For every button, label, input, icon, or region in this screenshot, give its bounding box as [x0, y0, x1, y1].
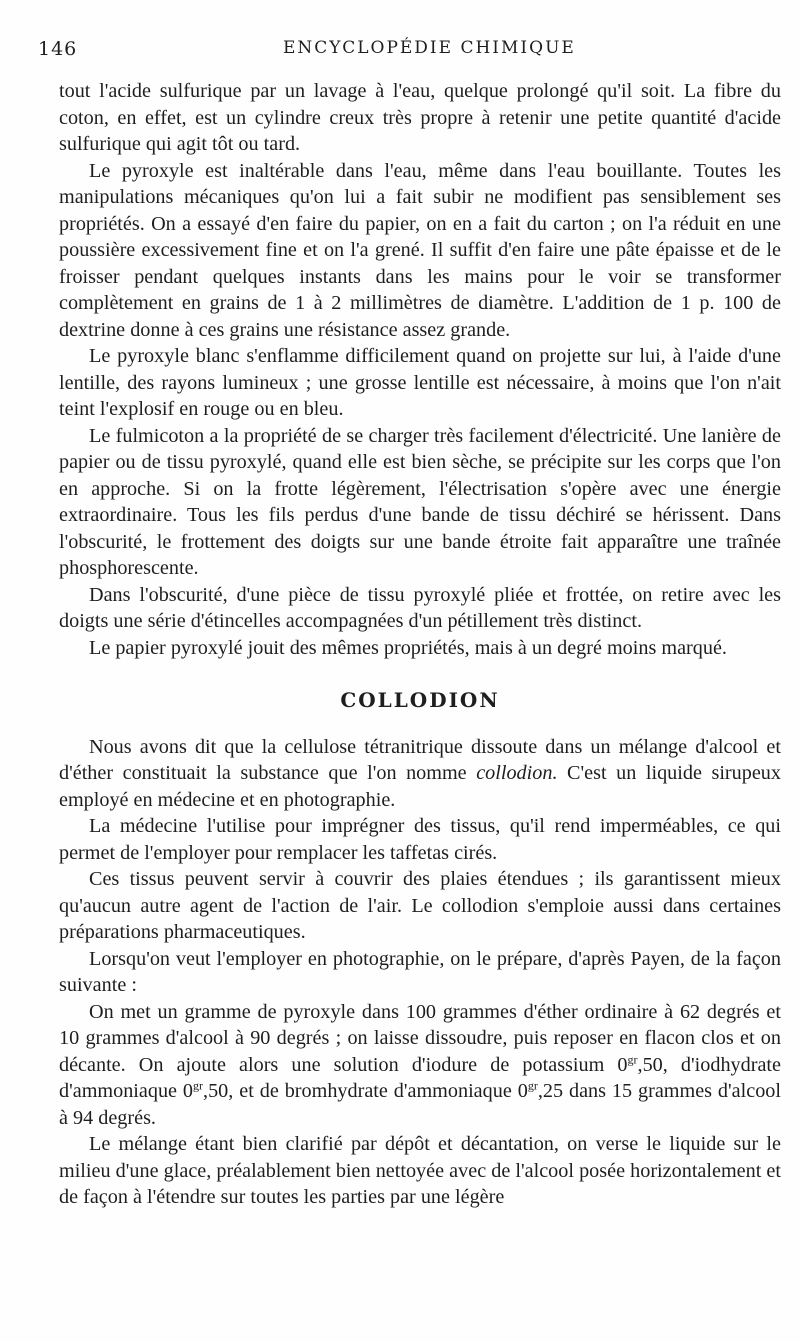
text-run: On met un gramme de pyroxyle dans 100 grammes d'éther ordinaire à 62 degrés et 10 grammes d'alcool à 90 degrés ; on laisse dissoudre, puis reposer en flacon clos et on décante. On ajoute alors une solution d'iodure de potassium 0: [59, 1000, 781, 1076]
page-number: 146: [38, 38, 78, 60]
text-run: ,50, et de bromhydrate d'ammoniaque 0: [203, 1080, 528, 1102]
body-text: [59, 78, 781, 1211]
page-header: [38, 38, 780, 68]
paragraph: tout l'acide sulfurique par un lavage à l'eau, quelque prolongé qu'il soit. La fibre du coton, en effet, est un cylindre creux très propre à retenir une petite quantité d'acide sulfurique qui agit tôt ou tard.: [59, 80, 781, 155]
unit-superscript: gr: [627, 1051, 638, 1066]
paragraph: La médecine l'utilise pour imprégner des tissus, qu'il rend imperméables, ce qui permet de l'employer pour remplacer les taffetas cirés.: [59, 815, 781, 864]
paragraph: Ces tissus peuvent servir à couvrir des plaies étendues ; ils garantissent mieux qu'aucun autre agent de l'action de l'air. Le collodion s'emploie aussi dans certaines préparations pharmaceutiques.: [59, 868, 781, 943]
text-run: ,25 dans 15 grammes d'alcool à 94 degrés.: [59, 1080, 781, 1129]
paragraph: Le pyroxyle est inaltérable dans l'eau, même dans l'eau bouillante. Toutes les manipulations mécaniques qu'on lui a fait subir ne modifient pas sensiblement ses propriétés. On a essayé d'en faire du papier, on en a fait du carton ; on l'a réduit en une poussière excessivement fine et on l'a grené. Il suffit d'en faire une pâte épaisse et de le froisser pendant quelques instants dans les mains pour le voir se transformer complètement en grains de 1 à 2 millimètres de diamètre. L'addition de 1 p. 100 de dextrine donne à ces grains une résistance assez grande.: [59, 159, 781, 341]
text-run: ,50, d'iodhydrate d'ammoniaque 0: [59, 1053, 781, 1102]
unit-superscript: gr: [193, 1078, 204, 1093]
paragraph-collodion-definition: [59, 734, 781, 814]
text-run: Nous avons dit que la cellulose tétranitrique dissoute dans un mélange d'alcool et d'éther constituait la substance que l'on nomme: [59, 735, 781, 784]
paragraph-recipe: [59, 999, 781, 1132]
paragraph: Le fulmicoton a la propriété de se charger très facilement d'électricité. Une lanière de papier ou de tissu pyroxylé, quand elle est bien sèche, se précipite sur les corps que l'on en approche. Si on la frotte légèrement, l'électrisation s'opère avec une énergie extraordinaire. Tous les fils perdus d'une bande de tissu déchiré se hérissent. Dans l'obscurité, le frottement des doigts sur une bande étroite fait apparaître une traînée phosphorescente.: [59, 424, 781, 579]
term-collodion: collodion.: [476, 762, 558, 784]
paragraph: Dans l'obscurité, d'une pièce de tissu pyroxylé pliée et frottée, on retire avec les doigts une série d'étincelles accompagnées d'un pétillement très distinct.: [59, 583, 781, 632]
running-head: ENCYCLOPÉDIE CHIMIQUE: [283, 38, 576, 58]
paragraph: Le pyroxyle blanc s'enflamme difficilement quand on projette sur lui, à l'aide d'une lentille, des rayons lumineux ; une grosse lentille est nécessaire, à moins que l'on n'ait teint l'explosif en rouge ou en bleu.: [59, 345, 781, 420]
unit-superscript: gr: [527, 1078, 538, 1093]
text-run: C'est un liquide sirupeux employé en médecine et en photographie.: [59, 762, 781, 811]
section-heading: COLLODION: [340, 688, 500, 712]
paragraph: Le mélange étant bien clarifié par dépôt et décantation, on verse le liquide sur le milieu d'une glace, préalablement bien nettoyée avec de l'alcool posée horizontalement et de façon à l'étendre sur toutes les parties par une légère: [59, 1133, 781, 1208]
paragraph: Lorsqu'on veut l'employer en photographie, on le prépare, d'après Payen, de la façon suivante :: [59, 947, 781, 996]
paragraph: Le papier pyroxylé jouit des mêmes propriétés, mais à un degré moins marqué.: [89, 636, 727, 659]
